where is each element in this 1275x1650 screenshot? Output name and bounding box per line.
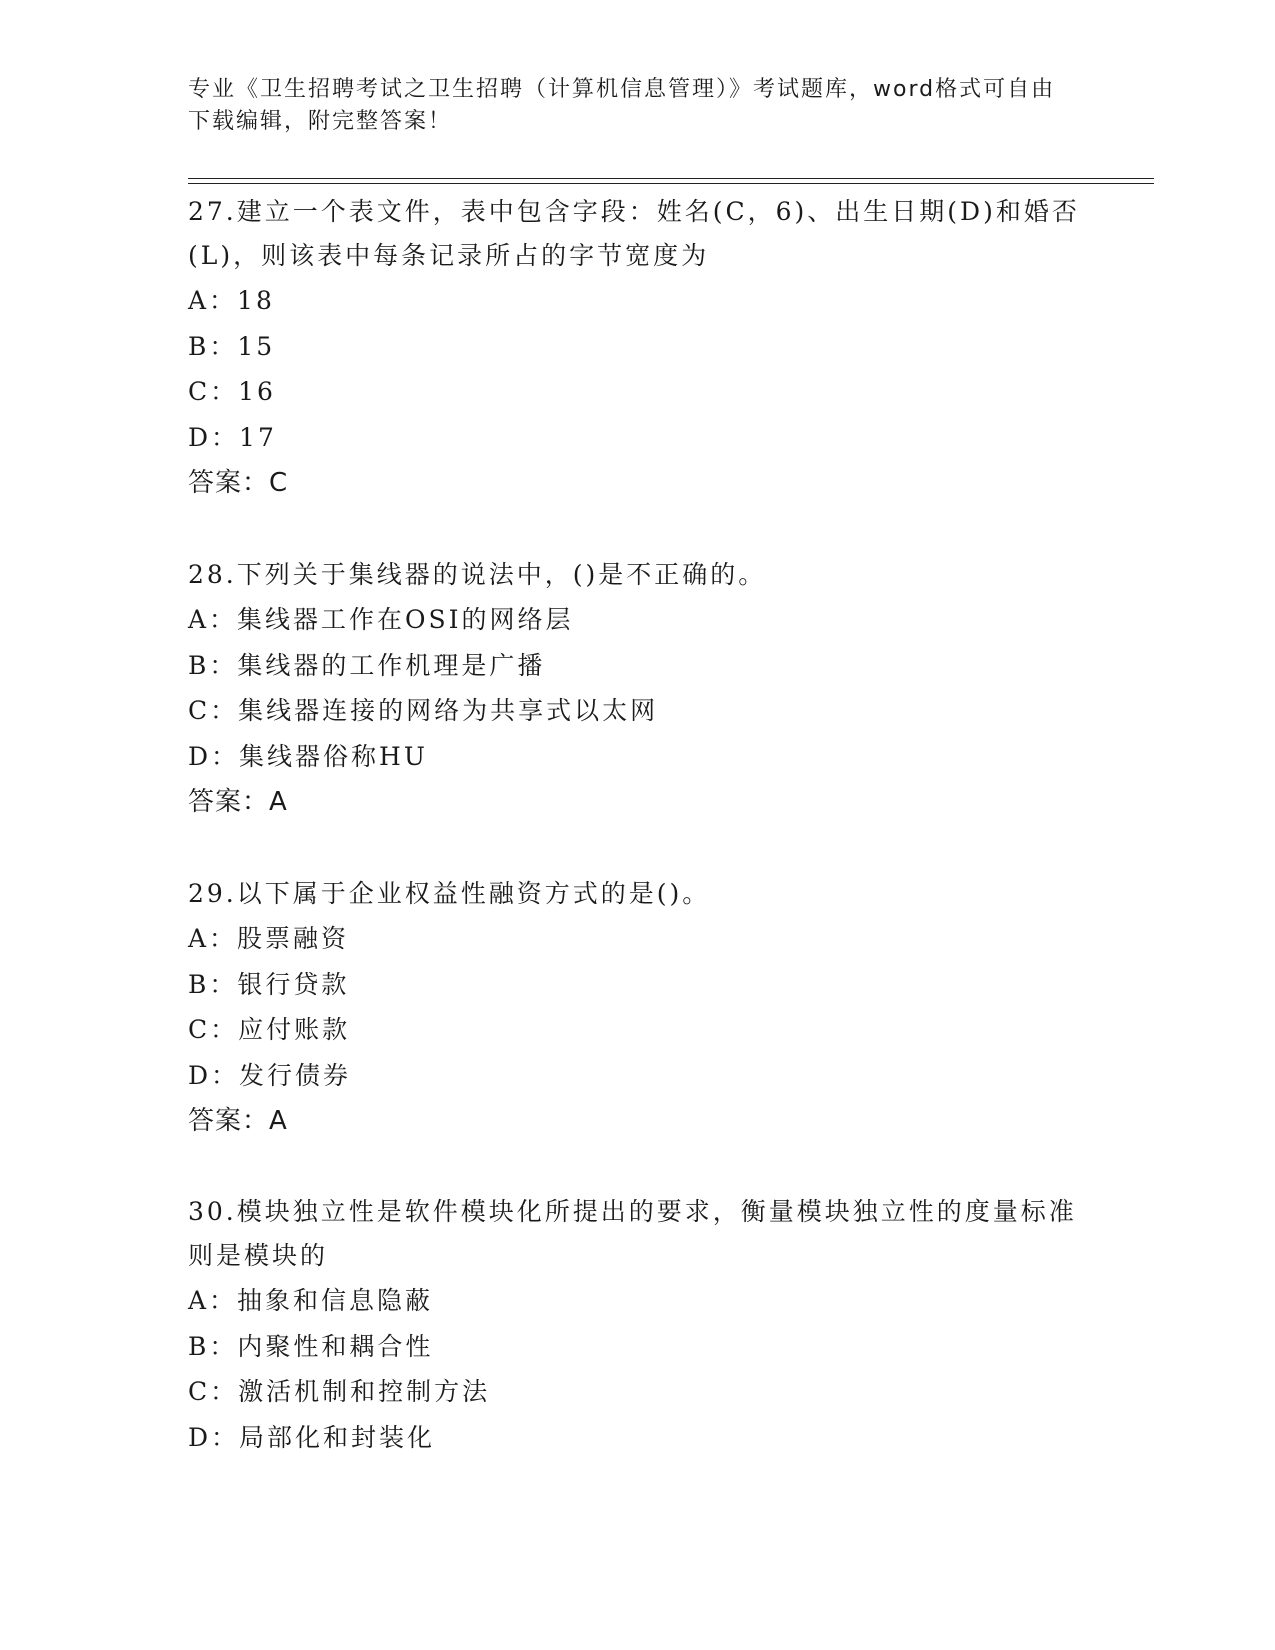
answer-line: 答案：A xyxy=(188,787,288,817)
option-c: C：集线器连接的网络为共享式以太网 xyxy=(188,696,659,725)
question-stem: 29.以下属于企业权益性融资方式的是()。 xyxy=(188,879,711,908)
option-a: A：18 xyxy=(188,286,275,315)
question-28 xyxy=(188,553,1088,825)
question-29 xyxy=(188,872,1088,1144)
option-a: A：抽象和信息隐蔽 xyxy=(188,1286,434,1315)
option-a: A：股票融资 xyxy=(188,924,350,953)
option-b: B：集线器的工作机理是广播 xyxy=(188,650,546,680)
header-divider-bottom xyxy=(188,183,1154,184)
option-a: A：集线器工作在OSI的网络层 xyxy=(188,605,574,634)
option-d: D：17 xyxy=(188,422,277,452)
option-b: B：内聚性和耦合性 xyxy=(188,1331,434,1361)
question-stem: 27.建立一个表文件，表中包含字段：姓名(C，6)、出生日期(D)和婚否(L)，则该表中每条记录所占的字节宽度为 xyxy=(188,197,1080,270)
answer-line: 答案：A xyxy=(188,1106,288,1136)
question-stem: 30.模块独立性是软件模块化所提出的要求，衡量模块独立性的度量标准则是模块的 xyxy=(188,1197,1077,1270)
option-c: C：激活机制和控制方法 xyxy=(188,1377,491,1406)
option-b: B：银行贷款 xyxy=(188,969,350,999)
answer-line: 答案：C xyxy=(188,468,289,498)
option-d: D：集线器俗称HU xyxy=(188,741,428,771)
option-c: C：应付账款 xyxy=(188,1015,351,1044)
option-d: D：局部化和封装化 xyxy=(188,1422,436,1452)
option-d: D：发行债券 xyxy=(188,1060,352,1090)
question-30 xyxy=(188,1190,1088,1460)
header-note: 专业《卫生招聘考试之卫生招聘（计算机信息管理）》考试题库，word格式可自由下载编辑，附完整答案！ xyxy=(188,77,1056,134)
option-c: C：16 xyxy=(188,377,276,406)
option-b: B：15 xyxy=(188,331,276,361)
question-stem: 28.下列关于集线器的说法中，()是不正确的。 xyxy=(188,560,767,589)
header-divider-top xyxy=(188,178,1154,179)
question-27 xyxy=(188,190,1088,506)
